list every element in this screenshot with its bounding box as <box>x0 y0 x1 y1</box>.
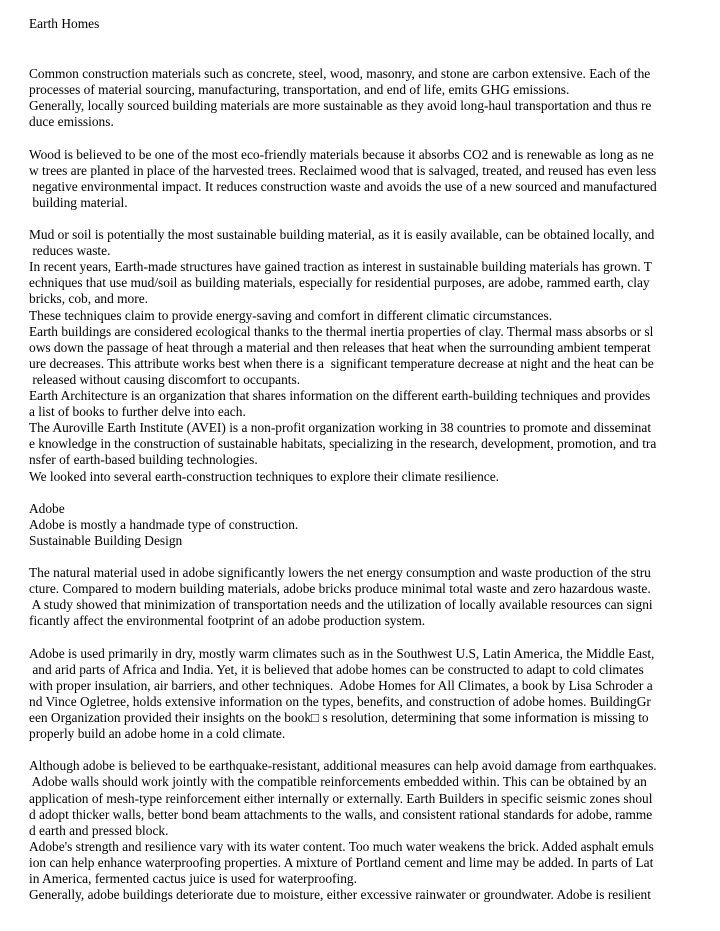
text-line: and arid parts of Africa and India. Yet, it is believed that adobe homes can be constructed to adapt to cold climates <box>29 661 644 677</box>
text-line: ficantly affect the environmental footprint of an adobe production system. <box>29 613 426 629</box>
text-line: w trees are planted in place of the harvested trees. Reclaimed wood that is salvaged, treated, and reused has even less <box>29 162 657 178</box>
text-line: released without causing discomfort to occupants. <box>29 371 301 387</box>
text-line: reduces waste. <box>29 243 111 259</box>
text-line: a list of books to further delve into each. <box>29 404 246 420</box>
text-line: een Organization provided their insights on the book□ s resolution, determining that some information is missing to <box>29 710 649 725</box>
text-line: Generally, locally sourced building materials are more sustainable as they avoid long-haul transportation and thus re <box>29 98 652 114</box>
text-line: Earth buildings are considered ecological thanks to the thermal inertia properties of clay. Thermal mass absorbs or sl <box>29 323 654 339</box>
text-line: d earth and pressed block. <box>29 822 169 838</box>
text-line: We looked into several earth-construction techniques to explore their climate resilience. <box>29 468 500 484</box>
text-line: Adobe is mostly a handmade type of construction. <box>29 516 299 532</box>
text-line: The Auroville Earth Institute (AVEI) is a non-profit organization working in 38 countries to promote and disseminat <box>29 420 652 436</box>
text-line: A study showed that minimization of transportation needs and the utilization of locally available resources can signi <box>29 597 653 613</box>
text-line: echniques that use mud/soil as building materials, especially for residential purposes, are adobe, rammed earth, clay <box>29 275 650 291</box>
document-title: Earth Homes <box>29 16 100 31</box>
text-line: cture. Compared to modern building materials, adobe bricks produce minimal total waste and zero hazardous waste. <box>29 581 651 597</box>
text-line: e knowledge in the construction of sustainable habitats, specializing in the research, development, promotion, and tra <box>29 436 657 452</box>
text-line: Adobe is used primarily in dry, mostly warm climates such as in the Southwest U.S, Latin America, the Middle East, <box>29 645 655 661</box>
text-line: bricks, cob, and more. <box>29 291 148 307</box>
text-line: in America, fermented cactus juice is used for waterproofing. <box>29 871 357 886</box>
text-line: processes of material sourcing, manufacturing, transportation, and end of life, emits GHG emissions. <box>29 82 570 98</box>
text-line: These techniques claim to provide energy-saving and comfort in different climatic circumstances. <box>29 307 553 323</box>
text-line: Earth Architecture is an organization that shares information on the different earth-building techniques and provides <box>29 388 651 403</box>
text-line: Generally, adobe buildings deteriorate due to moisture, either excessive rainwater or groundwater. Adobe is resilient <box>29 887 651 903</box>
text-line: nsfer of earth-based building technologies. <box>29 452 258 468</box>
text-line: ows down the passage of heat through a material and then releases that heat when the surrounding ambient temperat <box>29 339 651 355</box>
text-line: d adopt thicker walls, better bond beam attachments to the walls, and consistent rational standards for adobe, ramme <box>29 806 653 822</box>
text-line: negative environmental impact. It reduces construction waste and avoids the use of a new sourced and manufactured <box>29 178 657 194</box>
text-line: ion can help enhance waterproofing properties. A mixture of Portland cement and lime may be added. In parts of Lat <box>29 854 654 870</box>
text-line: Mud or soil is potentially the most sustainable building material, as it is easily available, can be obtained locally, and <box>29 227 655 242</box>
text-line: application of mesh-type reinforcement either internally or externally. Earth Builders in specific seismic zones shoul <box>29 790 653 806</box>
text-line: Although adobe is believed to be earthquake-resistant, additional measures can help avoid damage from earthquakes. <box>29 758 657 774</box>
text-line: ure decreases. This attribute works best when there is a significant temperature decrease at night and the heat can be <box>29 355 654 371</box>
text-line: duce emissions. <box>29 114 114 130</box>
text-line: nd Vince Ogletree, holds extensive information on the types, benefits, and construction of adobe homes. BuildingGr <box>29 693 651 709</box>
text-line: properly build an adobe home in a cold climate. <box>29 726 286 742</box>
text-line: Sustainable Building Design <box>29 532 183 548</box>
text-line: Common construction materials such as concrete, steel, wood, masonry, and stone are carbon extensive. Each of the <box>29 66 651 81</box>
text-line: Adobe <box>29 500 65 516</box>
text-line: Adobe walls should work jointly with the compatible reinforcements embedded within. This can be obtained by an <box>29 774 647 790</box>
text-line: with proper insulation, air barriers, and other techniques. Adobe Homes for All Climates, a book by Lisa Schroder a <box>29 677 653 693</box>
text-line: Adobe's strength and resilience vary with its water content. Too much water weakens the brick. Added asphalt emuls <box>29 838 654 854</box>
text-line: In recent years, Earth-made structures have gained traction as interest in sustainable building materials has grown. T <box>29 259 652 275</box>
text-line: Wood is believed to be one of the most eco-friendly materials because it absorbs CO2 and is renewable as long as ne <box>29 146 654 162</box>
text-line: building material. <box>29 194 128 210</box>
text-line: The natural material used in adobe significantly lowers the net energy consumption and waste production of the stru <box>29 565 651 581</box>
